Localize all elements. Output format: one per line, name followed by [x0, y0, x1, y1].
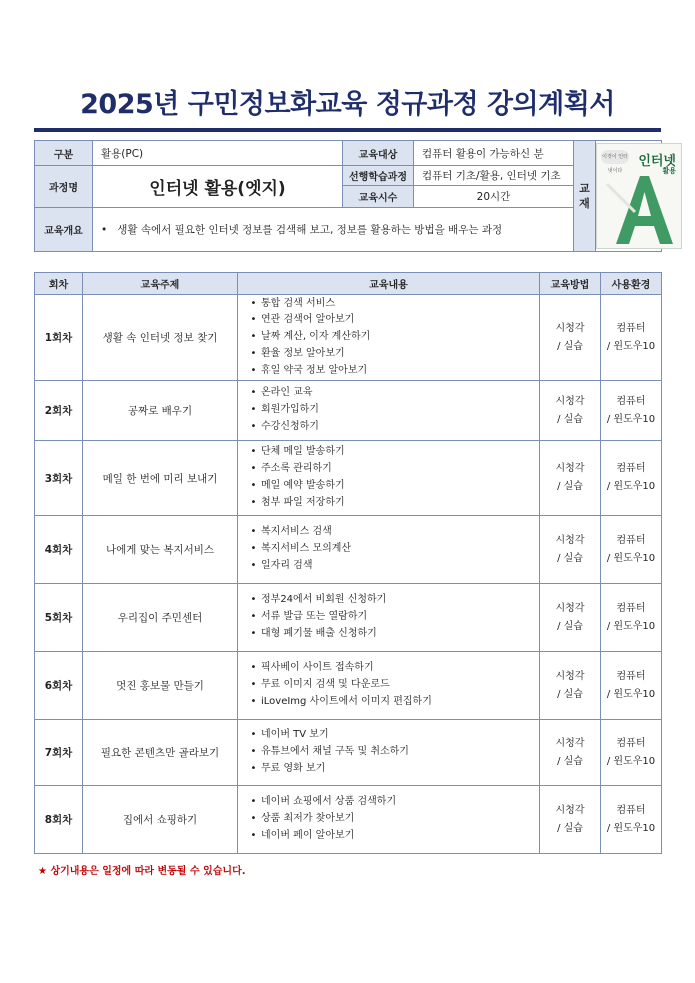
- method-cell: [540, 516, 601, 584]
- table-row: [35, 584, 662, 652]
- method-cell: [540, 381, 601, 441]
- list-item: • 네이버 페이 알아보기: [246, 828, 539, 845]
- list-item: • 회원가입하기: [246, 402, 539, 419]
- textbook-cover-image: [596, 143, 682, 249]
- hours-value: 20시간: [414, 186, 574, 208]
- env-cell: [601, 720, 662, 786]
- method-line1: 시청각: [555, 670, 585, 682]
- method-line1: 시청각: [555, 395, 585, 407]
- table-row: [35, 295, 662, 381]
- list-item: • 휴일 약국 정보 알아보기: [246, 363, 539, 380]
- env-line1: 컴퓨터: [616, 463, 646, 474]
- footnote: ★ 상기내용은 일정에 따라 변동될 수 있습니다.: [38, 866, 246, 877]
- content-cell: [238, 381, 540, 441]
- list-item: • 서류 발급 또는 열람하기: [246, 609, 539, 626]
- overview-value: [93, 208, 574, 252]
- content-cell: [238, 295, 540, 381]
- topic-cell: 생활 속 인터넷 정보 찾기: [83, 295, 238, 381]
- topic-cell: 나에게 맞는 복지서비스: [83, 516, 238, 584]
- env-cell: [601, 516, 662, 584]
- topic-cell: 멋진 홍보물 만들기: [83, 652, 238, 720]
- method-line1: 시청각: [555, 804, 585, 816]
- env-line2: / 윈도우10: [606, 620, 656, 632]
- env-line2: / 윈도우10: [606, 413, 656, 425]
- table-row: [35, 786, 662, 854]
- content-cell: [238, 584, 540, 652]
- env-line1: 컴퓨터: [616, 737, 646, 749]
- method-line1: 시청각: [555, 322, 585, 334]
- course-value: 인터넷 활용(엣지): [93, 166, 343, 208]
- category-value: 활용(PC): [93, 141, 343, 166]
- list-item: • 복지서비스 모의계산: [246, 541, 539, 558]
- textbook-cover-cell: [596, 141, 676, 252]
- method-line1: 시청각: [555, 737, 585, 749]
- method-line2: / 실습: [557, 688, 583, 700]
- list-item: • 무료 이미지 검색 및 다운로드: [246, 677, 539, 694]
- table-row: [35, 381, 662, 441]
- round-cell: 8회차: [35, 786, 83, 854]
- header-topic: 교육주제: [83, 273, 238, 295]
- env-line1: 컴퓨터: [616, 534, 646, 546]
- book-letter-a-icon: [605, 174, 675, 246]
- method-line1: 시청각: [555, 534, 585, 546]
- method-line1: 시청각: [555, 463, 585, 474]
- method-cell: [540, 652, 601, 720]
- overview-label: 교육개요: [35, 208, 93, 252]
- method-cell: [540, 441, 601, 516]
- env-line2: / 윈도우10: [606, 552, 656, 564]
- env-line2: / 윈도우10: [606, 481, 656, 492]
- topic-cell: 공짜로 배우기: [83, 381, 238, 441]
- table-row: [35, 652, 662, 720]
- method-line2: / 실습: [557, 481, 583, 492]
- list-item: • 복지서비스 검색: [246, 524, 539, 541]
- table-row: [35, 720, 662, 786]
- env-line1: 컴퓨터: [616, 804, 646, 816]
- method-line2: / 실습: [557, 620, 583, 632]
- overview-text: 생활 속에서 필요한 인터넷 정보를 검색해 보고, 정보를 활용하는 방법을 배우는 과정: [117, 224, 503, 236]
- textbook-label-line2: 재: [579, 197, 590, 210]
- list-item: • 일자리 검색: [246, 558, 539, 575]
- list-item: • 환율 정보 알아보기: [246, 346, 539, 363]
- content-cell: [238, 720, 540, 786]
- round-cell: 4회차: [35, 516, 83, 584]
- target-value: 컴퓨터 활용이 가능하신 분: [414, 141, 574, 166]
- env-cell: [601, 295, 662, 381]
- list-item: • 날짜 계산, 이자 계산하기: [246, 329, 539, 346]
- header-method: 교육방법: [540, 273, 601, 295]
- course-info-table: [34, 140, 676, 252]
- method-line2: / 실습: [557, 552, 583, 564]
- target-label: 교육대상: [343, 141, 414, 166]
- content-cell: [238, 516, 540, 584]
- env-cell: [601, 381, 662, 441]
- env-cell: [601, 652, 662, 720]
- header-environment: 사용환경: [601, 273, 662, 295]
- list-item: • iLoveImg 사이트에서 이미지 편집하기: [246, 694, 539, 711]
- table-row: [35, 516, 662, 584]
- env-cell: [601, 786, 662, 854]
- list-item: • 주소록 관리하기: [246, 461, 539, 478]
- method-cell: [540, 720, 601, 786]
- method-line2: / 실습: [557, 755, 583, 767]
- book-subtitle: 활용: [662, 167, 676, 175]
- category-label: 구분: [35, 141, 93, 166]
- list-item: • 네이버 쇼핑에서 상품 검색하기: [246, 794, 539, 811]
- list-item: • 정부24에서 비회원 신청하기: [246, 592, 539, 609]
- method-line2: / 실습: [557, 413, 583, 425]
- content-cell: [238, 786, 540, 854]
- env-line2: / 윈도우10: [606, 340, 656, 352]
- overview-bullet: •: [101, 224, 118, 236]
- schedule-table: [34, 272, 662, 854]
- list-item: • 연관 검색어 알아보기: [246, 312, 539, 329]
- topic-cell: 집에서 쇼핑하기: [83, 786, 238, 854]
- topic-cell: 우리집이 주민센터: [83, 584, 238, 652]
- method-cell: [540, 584, 601, 652]
- list-item: • 온라인 교육: [246, 385, 539, 402]
- env-line2: / 윈도우10: [606, 688, 656, 700]
- hours-label: 교육시수: [343, 186, 414, 208]
- list-item: • 대형 폐기물 배출 신청하기: [246, 626, 539, 643]
- method-line1: 시청각: [555, 602, 585, 614]
- env-line1: 컴퓨터: [616, 602, 646, 614]
- list-item: • 상품 최저가 찾아보기: [246, 811, 539, 828]
- title-underline: [34, 128, 661, 132]
- course-label: 과정명: [35, 166, 93, 208]
- prereq-label: 선행학습과정: [343, 166, 414, 186]
- prereq-value: 컴퓨터 기초/활용, 인터넷 기초: [414, 166, 574, 186]
- env-line2: / 윈도우10: [606, 822, 656, 834]
- list-item: • 수강신청하기: [246, 419, 539, 436]
- env-line1: 컴퓨터: [616, 395, 646, 407]
- method-line2: / 실습: [557, 340, 583, 352]
- page-title: 2025년 구민정보화교육 정규과정 강의계획서: [80, 89, 615, 120]
- round-cell: 1회차: [35, 295, 83, 381]
- env-cell: [601, 441, 662, 516]
- textbook-label-line1: 교: [579, 182, 590, 195]
- book-tag: 이것이 인터넷이다: [601, 150, 629, 164]
- list-item: • 단체 메일 발송하기: [246, 444, 539, 461]
- book-title: 인터넷: [638, 154, 676, 169]
- round-cell: 6회차: [35, 652, 83, 720]
- list-item: • 네이버 TV 보기: [246, 727, 539, 744]
- list-item: • 유튜브에서 채널 구독 및 취소하기: [246, 744, 539, 761]
- header-round: 회차: [35, 273, 83, 295]
- content-cell: [238, 441, 540, 516]
- list-item: • 메일 예약 발송하기: [246, 478, 539, 495]
- method-cell: [540, 786, 601, 854]
- table-row: [35, 441, 662, 516]
- list-item: • 첨부 파일 저장하기: [246, 495, 539, 512]
- list-item: • 통합 검색 서비스: [246, 296, 539, 313]
- list-item: • 무료 영화 보기: [246, 761, 539, 778]
- textbook-label: [574, 141, 596, 252]
- env-line1: 컴퓨터: [616, 670, 646, 682]
- topic-cell: 메일 한 번에 미리 보내기: [83, 441, 238, 516]
- method-cell: [540, 295, 601, 381]
- round-cell: 7회차: [35, 720, 83, 786]
- topic-cell: 필요한 콘텐츠만 골라보기: [83, 720, 238, 786]
- round-cell: 5회차: [35, 584, 83, 652]
- content-cell: [238, 652, 540, 720]
- header-content: 교육내용: [238, 273, 540, 295]
- list-item: • 픽사베이 사이트 접속하기: [246, 660, 539, 677]
- method-line2: / 실습: [557, 822, 583, 834]
- env-cell: [601, 584, 662, 652]
- round-cell: 2회차: [35, 381, 83, 441]
- env-line2: / 윈도우10: [606, 755, 656, 767]
- round-cell: 3회차: [35, 441, 83, 516]
- env-line1: 컴퓨터: [616, 322, 646, 334]
